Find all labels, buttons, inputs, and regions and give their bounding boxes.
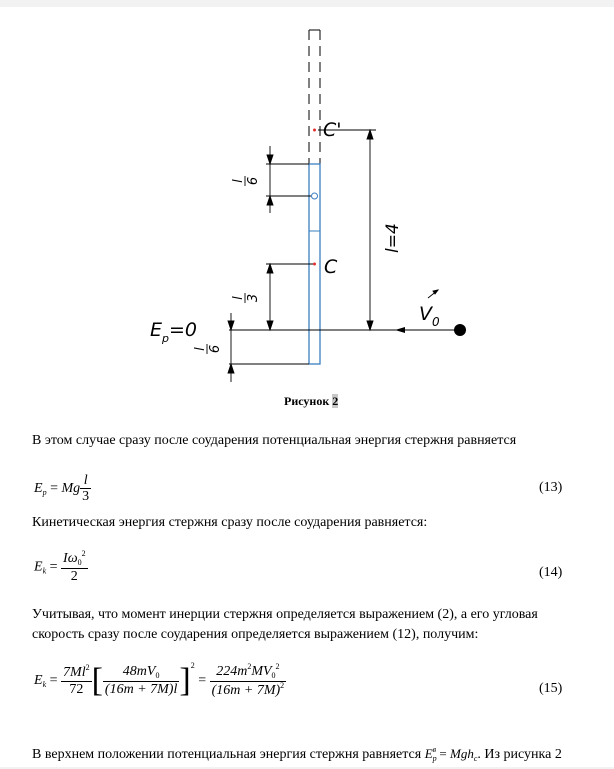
paragraph-3-line-1: Учитывая, что момент инерции стержня определяется выражением (2), а его угловая [32,607,538,622]
equation-13: $E_p = Mg$ $\frac{l}{3}$ [34,473,90,505]
figure-rod-diagram [0,7,614,407]
equation-14: $E_k$ = $\frac{I\omega_0^2}{2}$ [34,549,86,584]
svg-text:3: 3 [246,293,261,303]
extension-lines [229,130,455,364]
velocity-arrow-icon [395,327,405,333]
dashed-upper-rod [309,30,320,164]
paragraph-3-line-2: скорость сразу после соударения определяется выражением (12), получим: [32,627,479,642]
svg-text:6: 6 [246,176,261,186]
point-c-prime [313,129,316,132]
equation-number-14: (14) [539,565,563,580]
dimension-l3 [267,264,273,330]
equation-15: $E_k$ = $\frac{7Ml^2}{72}$ [ $\frac{48mV_0}{(16m + 7M)l}$ ]$^2$ = $\frac{224m^2MV_0^2}{(16m + 7M)^2}$ [34,661,285,699]
dimension-l6-bottom [228,313,234,382]
label-c-prime: C' [323,119,342,141]
svg-text:l: l [231,296,246,300]
label-v0: $V_0$ [419,303,440,329]
equation-number-13: (13) [539,480,563,495]
document-page [0,7,614,767]
svg-text:l: l [231,179,246,183]
frac-l3 [231,293,261,303]
paragraph-4: В верхнем положении потенциальная энергия стержня равняется $E_p^в = Mgh_c$. Из рисунка 2 [32,745,562,763]
point-c [313,263,316,266]
pivot-icon [312,193,318,199]
dimension-l6-top [267,146,273,213]
label-ep: $E_p=0$ [150,319,198,345]
paragraph-1: В этом случае сразу после соударения потенциальная энергия стержня равняется [32,433,517,448]
label-c: C [324,256,338,278]
vector-arrow-icon [428,290,438,298]
figure-caption: Рисунок 2 [284,394,339,408]
svg-text:6: 6 [208,344,223,354]
frac-l6-top [231,176,261,186]
dimension-l4 [367,130,373,330]
label-l4: l=4 [383,223,403,253]
equation-number-15: (15) [539,681,563,696]
ball [454,324,466,336]
paragraph-2: Кинетическая энергия стержня сразу после соударения равняется: [32,515,428,530]
frac-l6-bottom [193,344,223,354]
svg-text:l: l [193,347,208,351]
